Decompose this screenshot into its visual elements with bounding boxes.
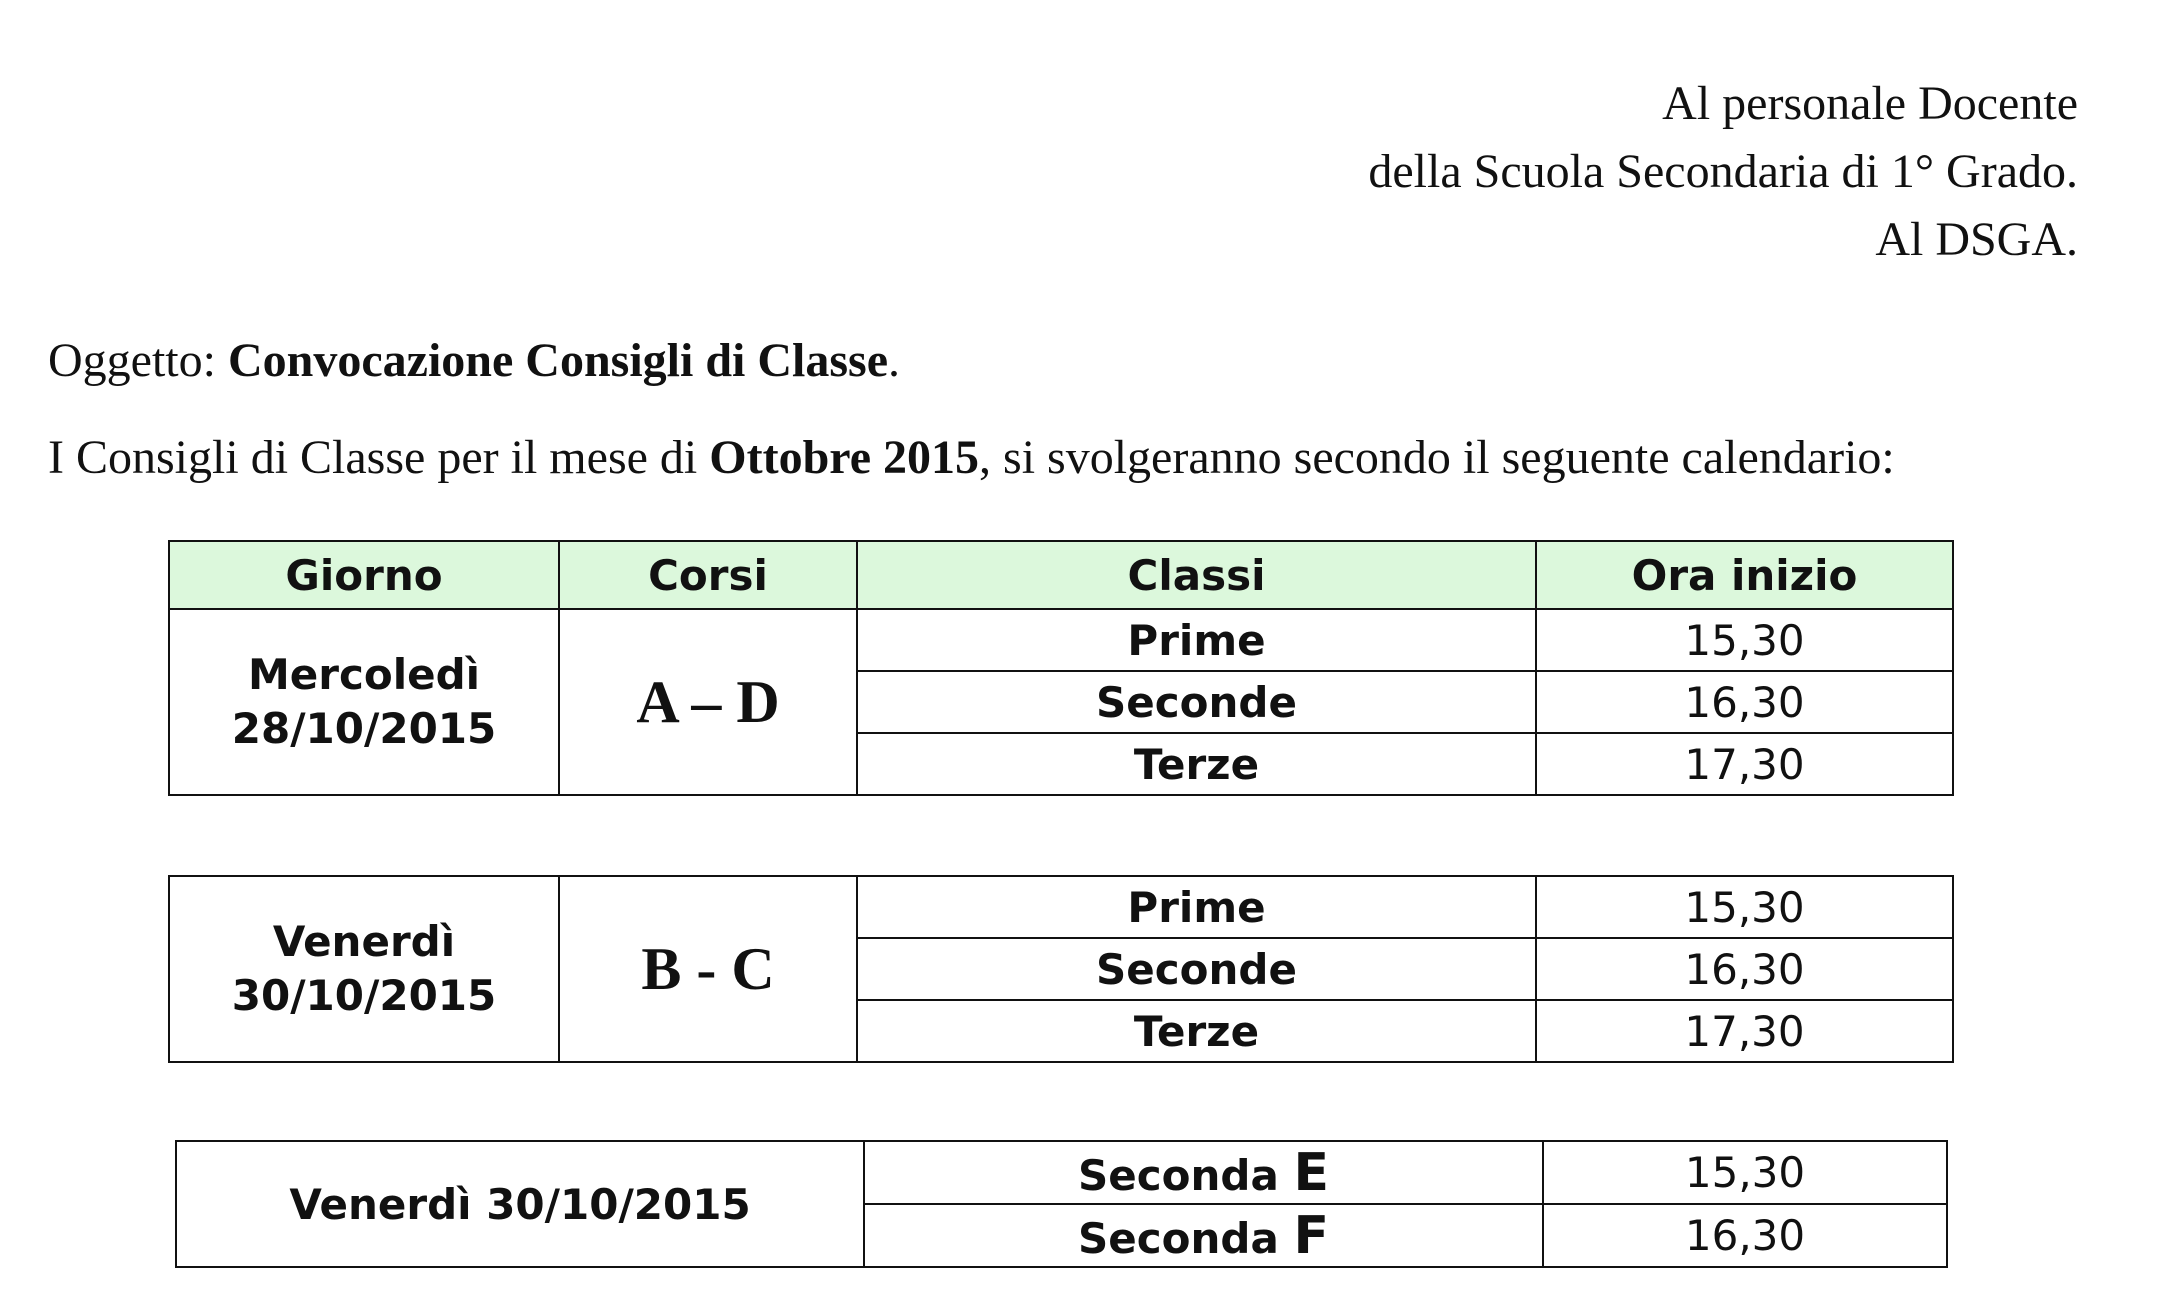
time-cell: 15,30 xyxy=(1543,1141,1947,1204)
header-giorno: Giorno xyxy=(169,541,559,609)
time-cell: 16,30 xyxy=(1543,1204,1947,1267)
header-classi: Classi xyxy=(857,541,1536,609)
schedule-table-2 xyxy=(168,875,1954,1063)
schedule-table-1 xyxy=(168,540,1954,796)
subject-line xyxy=(48,331,900,391)
time-cell: 15,30 xyxy=(1536,609,1953,671)
class-cell: Terze xyxy=(857,1000,1536,1062)
day-date: 28/10/2015 xyxy=(231,704,497,753)
schedule-table-3 xyxy=(175,1140,1948,1268)
time-cell: 17,30 xyxy=(1536,733,1953,795)
recipient-line: Al DSGA. xyxy=(1875,213,2078,266)
subject-suffix: . xyxy=(888,334,901,387)
recipient-line: della Scuola Secondaria di 1° Grado. xyxy=(1368,145,2078,198)
day-date: 30/10/2015 xyxy=(231,971,497,1020)
table-row xyxy=(176,1141,1947,1204)
class-cell: Prime xyxy=(857,609,1536,671)
header-ora-inizio: Ora inizio xyxy=(1536,541,1953,609)
table-row xyxy=(169,876,1953,938)
section-letter: E xyxy=(1293,1142,1329,1203)
table-row xyxy=(169,609,1953,671)
subject-title: Convocazione Consigli di Classe xyxy=(227,334,889,387)
day-cell: Venerdì 30/10/2015 xyxy=(176,1141,864,1267)
class-cell: Seconde xyxy=(857,671,1536,733)
day-cell xyxy=(169,609,559,795)
table-header-row xyxy=(169,541,1953,609)
day-name: Mercoledì xyxy=(247,650,481,699)
intro-month: Ottobre 2015 xyxy=(709,431,980,484)
recipient-line: Al personale Docente xyxy=(1662,77,2078,130)
day-name: Venerdì xyxy=(272,917,456,966)
time-cell: 15,30 xyxy=(1536,876,1953,938)
class-cell xyxy=(864,1204,1543,1267)
intro-after: , si svolgeranno secondo il seguente calendario: xyxy=(979,431,1895,484)
recipients-block xyxy=(1368,70,2078,274)
courses-cell: B - C xyxy=(559,876,857,1062)
subject-prefix: Oggetto: xyxy=(48,334,228,387)
class-cell: Terze xyxy=(857,733,1536,795)
courses-cell: A – D xyxy=(559,609,857,795)
class-cell: Prime xyxy=(857,876,1536,938)
class-cell: Seconde xyxy=(857,938,1536,1000)
time-cell: 16,30 xyxy=(1536,938,1953,1000)
time-cell: 16,30 xyxy=(1536,671,1953,733)
section-letter: F xyxy=(1293,1205,1329,1266)
class-name: Seconda xyxy=(1078,1150,1279,1200)
class-cell xyxy=(864,1141,1543,1204)
header-corsi: Corsi xyxy=(559,541,857,609)
intro-paragraph xyxy=(48,428,1895,488)
day-cell xyxy=(169,876,559,1062)
class-name: Seconda xyxy=(1078,1213,1279,1263)
intro-before: I Consigli di Classe per il mese di xyxy=(48,431,710,484)
time-cell: 17,30 xyxy=(1536,1000,1953,1062)
